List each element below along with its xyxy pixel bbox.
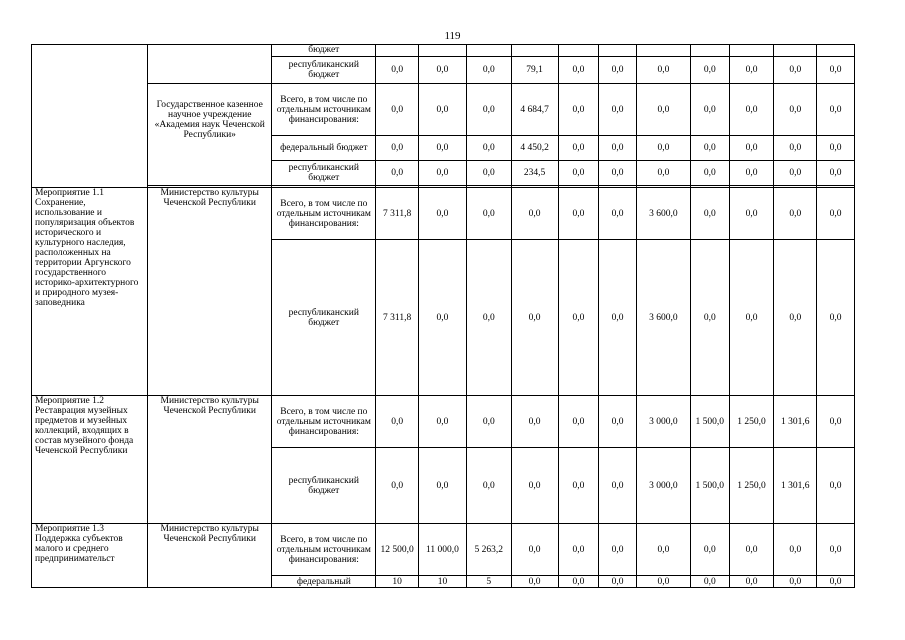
value-cell: 0,0	[817, 524, 855, 576]
value-cell: 0,0	[466, 396, 511, 448]
value-cell: 0,0	[558, 188, 599, 240]
value-cell: 3 000,0	[636, 448, 690, 524]
value-cell: 79,1	[511, 57, 558, 84]
value-cell: 0,0	[599, 396, 637, 448]
value-cell: 0,0	[419, 240, 467, 396]
source-cell: Всего, в том числе по отдельным источникам финансирования:	[272, 396, 376, 448]
value-cell: 0,0	[376, 161, 419, 186]
value-cell: 0,0	[376, 84, 419, 136]
value-cell: 0,0	[636, 161, 690, 186]
executor-cell: Министерство культуры Чеченской Республики	[148, 524, 272, 588]
value-cell: 0,0	[729, 84, 774, 136]
value-cell: 0,0	[419, 161, 467, 186]
value-cell: 0,0	[729, 57, 774, 84]
value-cell: 0,0	[729, 576, 774, 588]
value-cell: 0,0	[690, 136, 729, 161]
value-cell: 0,0	[774, 188, 817, 240]
value-cell: 1 250,0	[729, 448, 774, 524]
value-cell: 0,0	[729, 240, 774, 396]
table-row	[32, 188, 855, 240]
value-cell: 10	[419, 576, 467, 588]
value-cell: 0,0	[511, 576, 558, 588]
value-cell: 0,0	[419, 84, 467, 136]
value-cell: 4 684,7	[511, 84, 558, 136]
executor-cell	[148, 45, 272, 84]
value-cell: 0,0	[817, 448, 855, 524]
value-cell: 7 311,8	[376, 188, 419, 240]
value-cell: 0,0	[511, 396, 558, 448]
value-cell: 0,0	[558, 57, 599, 84]
value-cell: 0,0	[558, 576, 599, 588]
value-cell: 0,0	[558, 448, 599, 524]
value-cell: 0,0	[636, 524, 690, 576]
value-cell: 0,0	[558, 240, 599, 396]
event-cell: Мероприятие 1.1 Сохранение, использование и популяризация объектов исторического и культурного наследия, расположенных на территории Аргунского государственного историко-архитектурного и природного музея-заповедника	[32, 188, 148, 396]
value-cell: 1 301,6	[774, 448, 817, 524]
value-cell: 0,0	[376, 448, 419, 524]
value-cell: 0,0	[729, 524, 774, 576]
source-cell: Всего, в том числе по отдельным источникам финансирования:	[272, 524, 376, 576]
value-cell: 0,0	[599, 161, 637, 186]
value-cell: 0,0	[599, 136, 637, 161]
value-cell: 0,0	[511, 240, 558, 396]
source-cell: республиканский бюджет	[272, 240, 376, 396]
value-cell: 0,0	[466, 136, 511, 161]
value-cell: 7 311,8	[376, 240, 419, 396]
value-cell: 0,0	[817, 84, 855, 136]
value-cell: 0,0	[558, 84, 599, 136]
value-cell: 3 000,0	[636, 396, 690, 448]
value-cell: 1 301,6	[774, 396, 817, 448]
executor-cell: Государственное казенное научное учреждение «Академия наук Чеченской Республики»	[148, 84, 272, 186]
value-cell: 0,0	[636, 57, 690, 84]
value-cell: 0,0	[599, 188, 637, 240]
value-cell: 0,0	[690, 57, 729, 84]
value-cell: 10	[376, 576, 419, 588]
value-cell: 0,0	[599, 240, 637, 396]
value-cell: 0,0	[419, 396, 467, 448]
table-row	[32, 84, 855, 136]
value-cell: 0,0	[774, 524, 817, 576]
value-cell: 234,5	[511, 161, 558, 186]
value-cell: 0,0	[511, 524, 558, 576]
value-cell: 0,0	[690, 161, 729, 186]
value-cell: 0,0	[419, 57, 467, 84]
value-cell: 0,0	[466, 240, 511, 396]
page-number: 119	[444, 30, 461, 42]
value-cell: 0,0	[690, 84, 729, 136]
source-cell: федеральный	[272, 576, 376, 588]
value-cell: 0,0	[817, 396, 855, 448]
value-cell: 0,0	[558, 396, 599, 448]
value-cell: 0,0	[690, 188, 729, 240]
value-cell: 0,0	[774, 136, 817, 161]
table-row	[32, 524, 855, 576]
value-cell: 0,0	[774, 57, 817, 84]
value-cell: 5 263,2	[466, 524, 511, 576]
value-cell: 0,0	[690, 524, 729, 576]
value-cell: 0,0	[636, 136, 690, 161]
source-cell: федеральный бюджет	[272, 136, 376, 161]
value-cell: 0,0	[376, 136, 419, 161]
value-cell: 0,0	[774, 84, 817, 136]
value-cell: 0,0	[558, 136, 599, 161]
table-row	[32, 45, 855, 57]
value-cell: 12 500,0	[376, 524, 419, 576]
event-cell: Мероприятие 1.3 Поддержка субъектов малого и среднего предпринимательст	[32, 524, 148, 588]
source-cell: республиканский бюджет	[272, 161, 376, 186]
value-cell: 3 600,0	[636, 240, 690, 396]
value-cell: 0,0	[817, 240, 855, 396]
value-cell: 0,0	[817, 57, 855, 84]
value-cell: 0,0	[599, 448, 637, 524]
value-cell: 4 450,2	[511, 136, 558, 161]
value-cell: 0,0	[511, 448, 558, 524]
value-cell: 0,0	[419, 448, 467, 524]
value-cell: 0,0	[729, 188, 774, 240]
value-cell: 0,0	[466, 188, 511, 240]
value-cell: 0,0	[690, 240, 729, 396]
value-cell: 0,0	[558, 161, 599, 186]
value-cell: 0,0	[599, 57, 637, 84]
value-cell: 0,0	[419, 136, 467, 161]
value-cell: 0,0	[729, 136, 774, 161]
value-cell: 5	[466, 576, 511, 588]
executor-cell: Министерство культуры Чеченской Республики	[148, 188, 272, 396]
value-cell: 0,0	[636, 576, 690, 588]
value-cell: 3 600,0	[636, 188, 690, 240]
event-cell: Мероприятие 1.2 Реставрация музейных предметов и музейных коллекций, входящих в состав музейного фонда Чеченской Республики	[32, 396, 148, 524]
value-cell: 0,0	[817, 136, 855, 161]
budget-table	[31, 44, 855, 588]
value-cell: 0,0	[599, 576, 637, 588]
value-cell: 0,0	[466, 84, 511, 136]
value-cell: 0,0	[817, 576, 855, 588]
value-cell: 0,0	[690, 576, 729, 588]
value-cell: 0,0	[376, 396, 419, 448]
value-cell: 0,0	[466, 57, 511, 84]
value-cell: 1 250,0	[729, 396, 774, 448]
value-cell: 1 500,0	[690, 448, 729, 524]
value-cell: 0,0	[636, 84, 690, 136]
value-cell: 0,0	[729, 161, 774, 186]
source-cell: республиканский бюджет	[272, 448, 376, 524]
value-cell: 0,0	[774, 161, 817, 186]
value-cell: 1 500,0	[690, 396, 729, 448]
value-cell: 0,0	[558, 524, 599, 576]
value-cell: 0,0	[466, 161, 511, 186]
value-cell: 0,0	[376, 57, 419, 84]
value-cell: 0,0	[599, 84, 637, 136]
source-cell: Всего, в том числе по отдельным источникам финансирования:	[272, 84, 376, 136]
event-cell	[32, 45, 148, 188]
value-cell: 0,0	[466, 448, 511, 524]
value-cell: 0,0	[419, 188, 467, 240]
table-row	[32, 396, 855, 448]
value-cell: 0,0	[817, 161, 855, 186]
value-cell: 0,0	[774, 576, 817, 588]
value-cell: 0,0	[511, 188, 558, 240]
value-cell: 0,0	[817, 188, 855, 240]
executor-cell: Министерство культуры Чеченской Республики	[148, 396, 272, 524]
source-cell: Всего, в том числе по отдельным источникам финансирования:	[272, 188, 376, 240]
source-cell: республиканский бюджет	[272, 57, 376, 84]
source-cell: бюджет	[272, 45, 376, 57]
value-cell: 0,0	[774, 240, 817, 396]
value-cell: 11 000,0	[419, 524, 467, 576]
value-cell: 0,0	[599, 524, 637, 576]
